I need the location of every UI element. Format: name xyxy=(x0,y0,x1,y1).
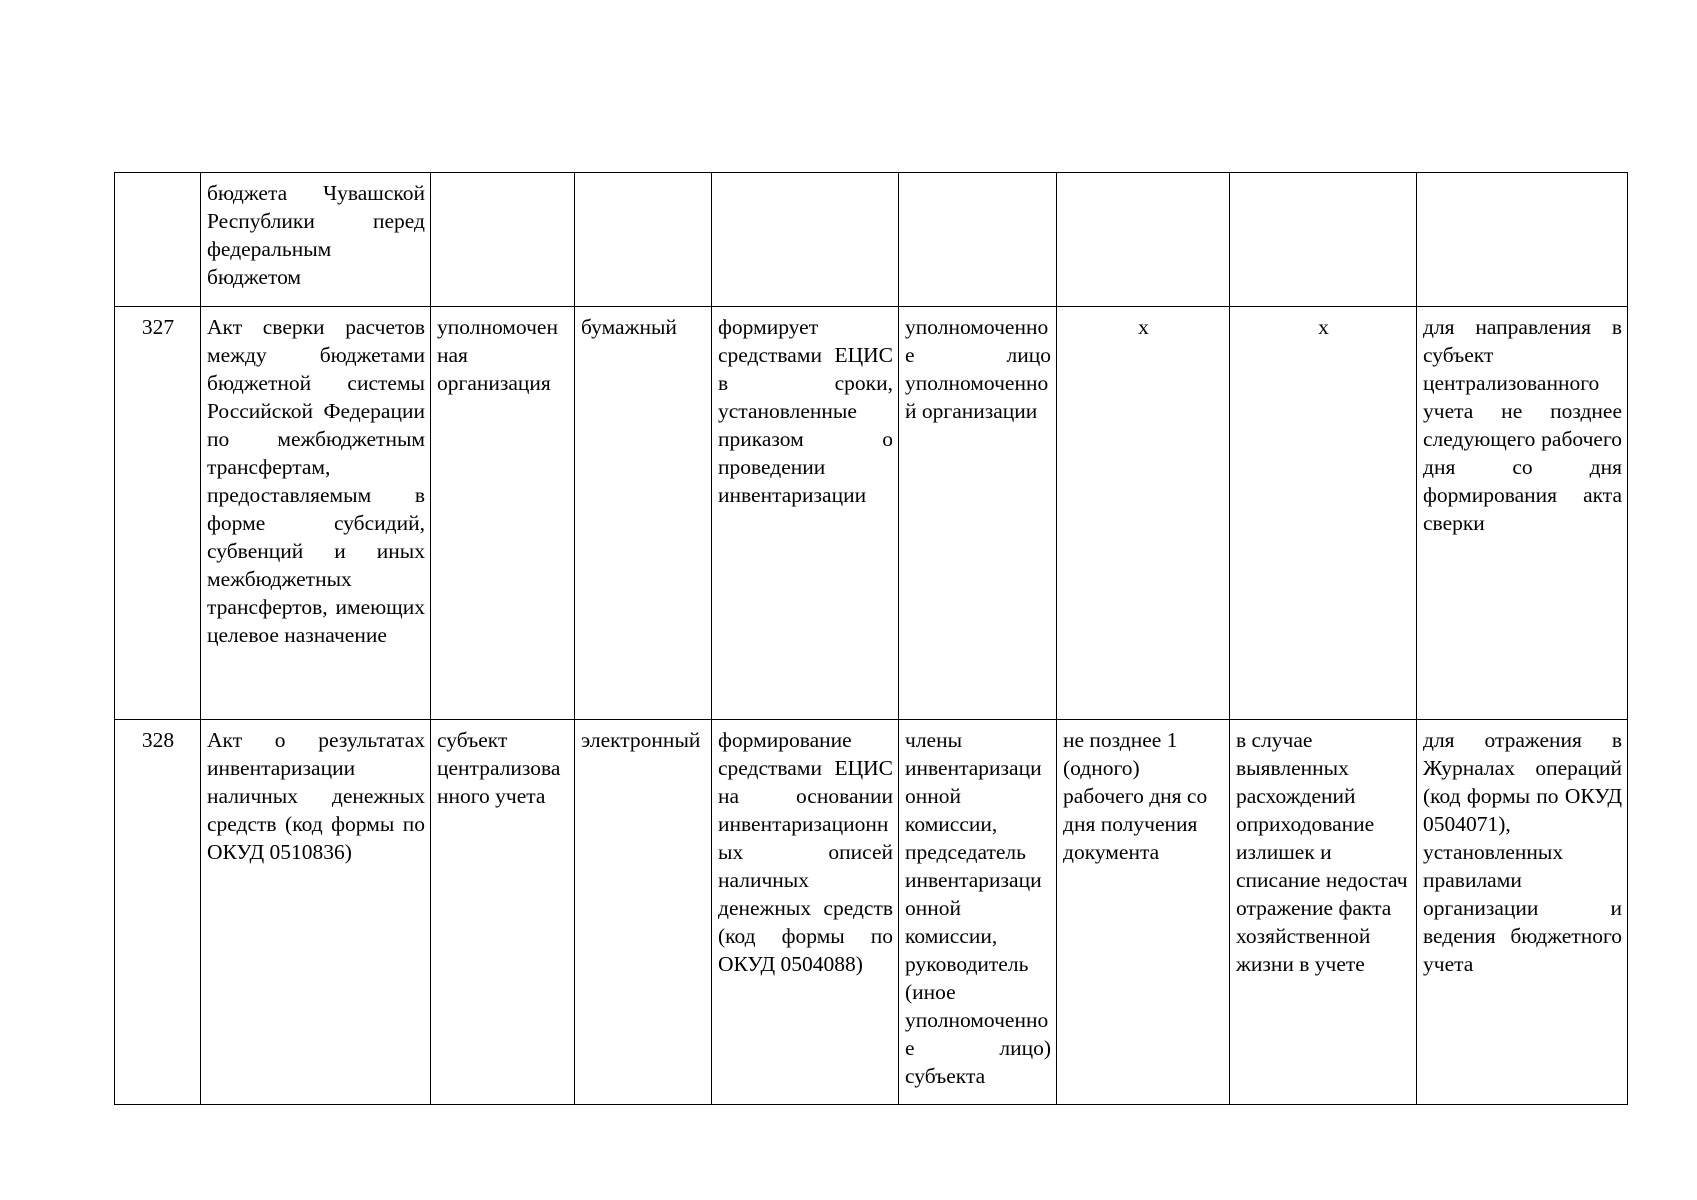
purpose-cell: для отражения в Журналах операций (код формы по ОКУД 0504071), установленных правилами организации и ведения бюджетного учета xyxy=(1417,720,1628,1105)
row-number-cell: 328 xyxy=(115,720,201,1105)
table-row xyxy=(115,173,1628,307)
note-cell: в случае выявленных расхождений оприходование излишек и списание недостач отражение факта хозяйственной жизни в учете xyxy=(1230,720,1417,1105)
table-row xyxy=(115,720,1628,1105)
procedure-cell xyxy=(712,173,899,307)
creator-cell: субъект централизованного учета xyxy=(431,720,575,1105)
format-cell: бумажный xyxy=(575,307,712,720)
procedure-cell: формирование средствами ЕЦИС на основании инвентаризационных описей наличных денежных средств (код формы по ОКУД 0504088) xyxy=(712,720,899,1105)
responsible-cell: члены инвентаризационной комиссии, председатель инвентаризационной комиссии, руководитель (иное уполномоченное лицо) субъекта xyxy=(899,720,1057,1105)
procedure-cell: формирует средствами ЕЦИС в сроки, установленные приказом о проведении инвентаризации xyxy=(712,307,899,720)
document-table xyxy=(114,172,1628,1105)
row-number-cell: 327 xyxy=(115,307,201,720)
row-number-cell xyxy=(115,173,201,307)
document-name-cell: Акт о результатах инвентаризации наличных денежных средств (код формы по ОКУД 0510836) xyxy=(201,720,431,1105)
purpose-cell: для направления в субъект централизованного учета не позднее следующего рабочего дня со дня формирования акта сверки xyxy=(1417,307,1628,720)
deadline-cell xyxy=(1057,173,1230,307)
responsible-cell: уполномоченное лицо уполномоченной организации xyxy=(899,307,1057,720)
table-row xyxy=(115,307,1628,720)
purpose-cell xyxy=(1417,173,1628,307)
creator-cell: уполномоченная организация xyxy=(431,307,575,720)
deadline-cell: не позднее 1 (одного) рабочего дня со дня получения документа xyxy=(1057,720,1230,1105)
deadline-cell: x xyxy=(1057,307,1230,720)
document-name-cell: Акт сверки расчетов между бюджетами бюджетной системы Российской Федерации по межбюджетным трансфертам, предоставляемым в форме субсидий, субвенций и иных межбюджетных трансфертов, имеющих целевое назначение xyxy=(201,307,431,720)
responsible-cell xyxy=(899,173,1057,307)
format-cell xyxy=(575,173,712,307)
document-name-cell: бюджета Чувашской Республики перед федеральным бюджетом xyxy=(201,173,431,307)
note-cell xyxy=(1230,173,1417,307)
note-cell: x xyxy=(1230,307,1417,720)
creator-cell xyxy=(431,173,575,307)
format-cell: электронный xyxy=(575,720,712,1105)
